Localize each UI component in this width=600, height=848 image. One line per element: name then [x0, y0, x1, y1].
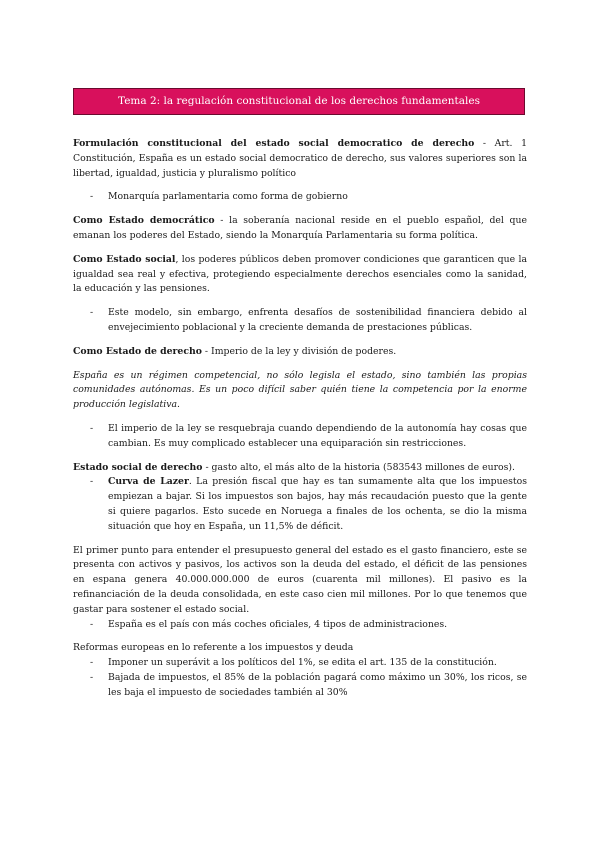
- heading-estado-social: Como Estado social: [73, 253, 176, 265]
- paragraph-presupuesto: El primer punto para entender el presupuesto general del estado es el gasto financiero, este se presenta con activos y pasivos, los activos son la deuda del estado, el déficit de las pensiones en espana genera 40.000.000.000 de euros (cuarenta mil millones). El pasivo es la refinanciación de la deuda consolidada, en este caso cien mil millones. Por lo que tenemos que gastar para sostener el estado social.: [73, 544, 527, 615]
- list-item: - Curva de Lazer. La presión fiscal que hay es tan sumamente alta que los impuestos empiezan a bajar. Si los impuestos son bajos, hay más recaudación puesto que la gente si quiere pagarlos. Esto sucede en Noruega a finales de los ochenta, se dio la misma situación que hoy en España, un 11,5% de déficit.: [73, 475, 527, 534]
- page-title: Tema 2: la regulación constitucional de los derechos fundamentales: [73, 88, 525, 115]
- paragraph-estado-social: Como Estado social, los poderes públicos deben promover condiciones que garanticen que la igualdad sea real y efectiva, protegiendo especialmente derechos esenciales como la sanidad, la educación y las pensiones.: [73, 253, 527, 295]
- list-item: - España es el país con más coches oficiales, 4 tipos de administraciones.: [73, 618, 527, 633]
- bullet-list: [73, 656, 527, 700]
- list-item: - Este modelo, sin embargo, enfrenta desafíos de sostenibilidad financiera debido al envejecimiento poblacional y la creciente demanda de prestaciones públicas.: [73, 306, 527, 336]
- list-item: - Monarquía parlamentaria como forma de gobierno: [73, 190, 527, 205]
- bullet-list: [73, 190, 527, 205]
- list-item: - El imperio de la ley se resquebraja cuando dependiendo de la autonomía hay cosas que cambian. Es muy complicado establecer una equiparación sin restricciones.: [73, 422, 527, 452]
- heading-estado-social-derecho: Estado social de derecho: [73, 461, 203, 473]
- paragraph-estado-derecho: Como Estado de derecho - Imperio de la ley y división de poderes.: [73, 345, 397, 357]
- paragraph-regimen-competencial: España es un régimen competencial, no sólo legisla el estado, sino también las propias comunidades autónomas. Es un poco difícil saber quién tiene la competencia por la enorme producción legislativa.: [73, 369, 527, 411]
- bullet-list: [73, 618, 527, 633]
- bullet-list: [73, 306, 527, 336]
- heading-formulacion: Formulación constitucional del estado social democratico de derecho: [73, 138, 475, 149]
- bullet-list: [73, 475, 527, 534]
- term-curva-lazer: Curva de Lazer: [108, 476, 189, 488]
- paragraph-estado-democratico: Como Estado democrático - la soberanía nacional reside en el pueblo español, del que emanan los poderes del Estado, siendo la Monarquía Parlamentaria su forma política.: [73, 215, 527, 241]
- bullet-list: [73, 422, 527, 452]
- list-item: - Imponer un superávit a los políticos del 1%, se edita el art. 135 de la constitución.: [73, 656, 527, 671]
- paragraph-formulacion: Formulación constitucional del estado social democratico de derecho - Art. 1 Constitución, España es un estado social democratico de derecho, sus valores superiores son la libertad, igualdad, justicia y pluralismo político: [73, 138, 527, 179]
- document-body: [73, 137, 527, 701]
- paragraph-reformas: Reformas europeas en lo referente a los impuestos y deuda: [73, 642, 354, 654]
- list-item: - Bajada de impuestos, el 85% de la población pagará como máximo un 30%, los ricos, se les baja el impuesto de sociedades también al 30%: [73, 671, 527, 701]
- heading-estado-democratico: Como Estado democrático: [73, 215, 215, 227]
- heading-estado-derecho: Como Estado de derecho: [73, 345, 202, 357]
- paragraph-estado-social-derecho: Estado social de derecho - gasto alto, el más alto de la historia (583543 millones de euros).: [73, 461, 515, 473]
